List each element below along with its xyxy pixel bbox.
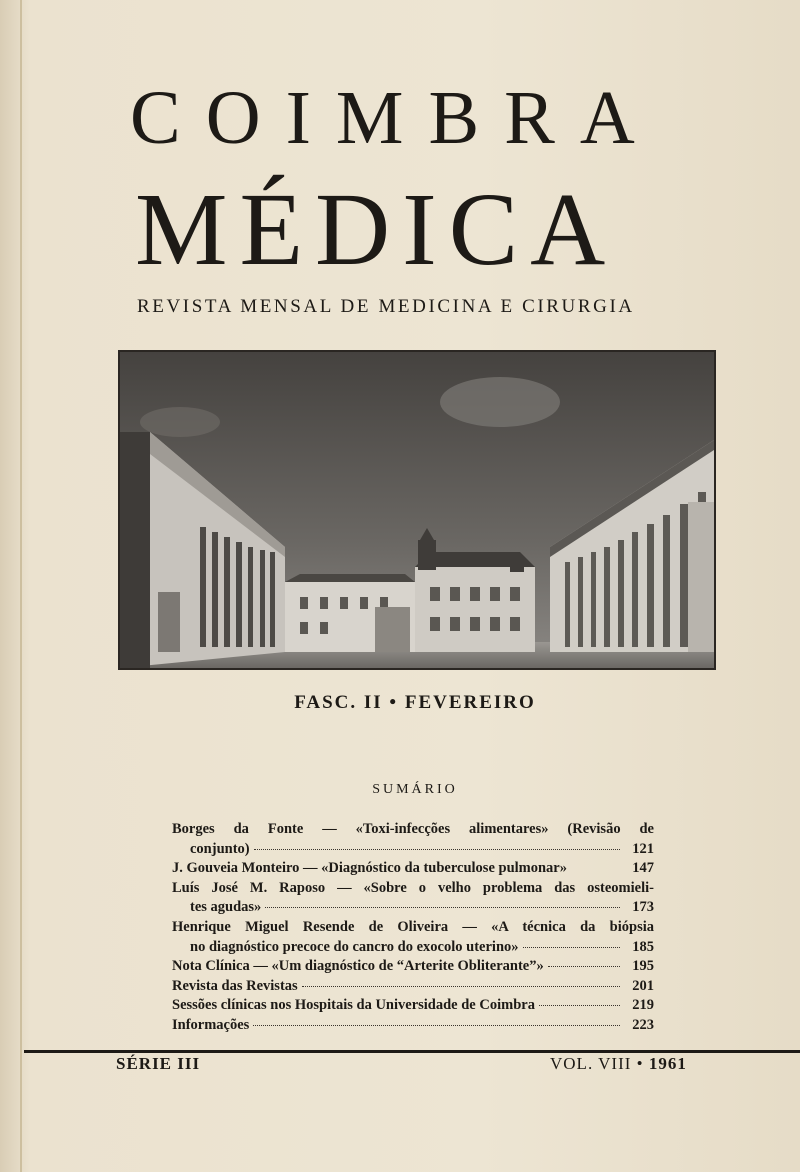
toc-entry-title: Revista das Revistas: [172, 977, 298, 994]
toc-entry: [172, 820, 654, 859]
series-label: SÉRIE III: [116, 1054, 201, 1073]
toc-entry-title: Informações: [172, 1016, 250, 1033]
toc-entry-line: Henrique Miguel Resende de Oliveira — «A técnica da biópsia: [172, 918, 654, 935]
toc-page-number: 185: [632, 938, 654, 955]
toc-entry: [172, 957, 654, 977]
toc-entry-line: Borges da Fonte — «Toxi-infecções alimentares» (Revisão de: [172, 821, 654, 837]
footer-rule: [24, 1050, 800, 1053]
toc-entry-title: Nota Clínica — «Um diagnóstico de “Arterite Obliterante”»: [172, 958, 544, 975]
leader-dots: [254, 848, 620, 850]
table-of-contents: [172, 820, 654, 1036]
toc-entry: [172, 859, 654, 879]
magazine-title-line2: MÉDICA: [135, 172, 618, 287]
volume-label: [550, 1054, 687, 1074]
toc-entry-title: conjunto): [190, 840, 250, 857]
toc-entry: [172, 996, 654, 1016]
leader-dots: [539, 1004, 620, 1006]
magazine-subtitle: REVISTA MENSAL DE MEDICINA E CIRURGIA: [137, 296, 635, 317]
toc-entry: [172, 879, 654, 918]
toc-entry-title: Sessões clínicas nos Hospitais da Universidade de Coimbra: [172, 997, 535, 1014]
leader-dots: [571, 868, 620, 869]
toc-page-number: 219: [632, 997, 654, 1014]
magazine-title-line1: COIMBRA: [130, 76, 660, 160]
publication-year: 1961: [648, 1054, 687, 1073]
toc-page-number: 147: [632, 860, 654, 877]
toc-page-number: 195: [632, 958, 654, 975]
volume-number: VOL. VIII •: [550, 1054, 644, 1073]
leader-dots: [253, 1024, 620, 1026]
leader-dots: [523, 946, 620, 948]
toc-entry-line: Luís José M. Raposo — «Sobre o velho problema das osteomieli-: [172, 879, 654, 896]
leader-dots: [548, 965, 620, 967]
summary-heading: SUMÁRIO: [372, 782, 458, 797]
issue-label: FASC. II • FEVEREIRO: [294, 692, 536, 713]
toc-page-number: 201: [632, 977, 654, 994]
toc-entry-title: tes agudas»: [190, 899, 262, 916]
toc-page-number: 121: [632, 840, 654, 857]
toc-entry-title: no diagnóstico precoce do cancro do exocolo uterino»: [190, 938, 519, 955]
toc-page-number: 223: [632, 1016, 654, 1033]
spine-edge: [20, 0, 22, 1172]
toc-entry: [172, 918, 654, 957]
leader-dots: [265, 906, 620, 908]
cover-illustration: [118, 350, 716, 670]
toc-entry: [172, 977, 654, 997]
toc-entry: [172, 1016, 654, 1036]
toc-entry-title: J. Gouveia Monteiro — «Diagnóstico da tuberculose pulmonar»: [172, 860, 567, 877]
university-buildings-illustration: [120, 352, 714, 668]
toc-page-number: 173: [632, 899, 654, 916]
leader-dots: [302, 985, 620, 987]
